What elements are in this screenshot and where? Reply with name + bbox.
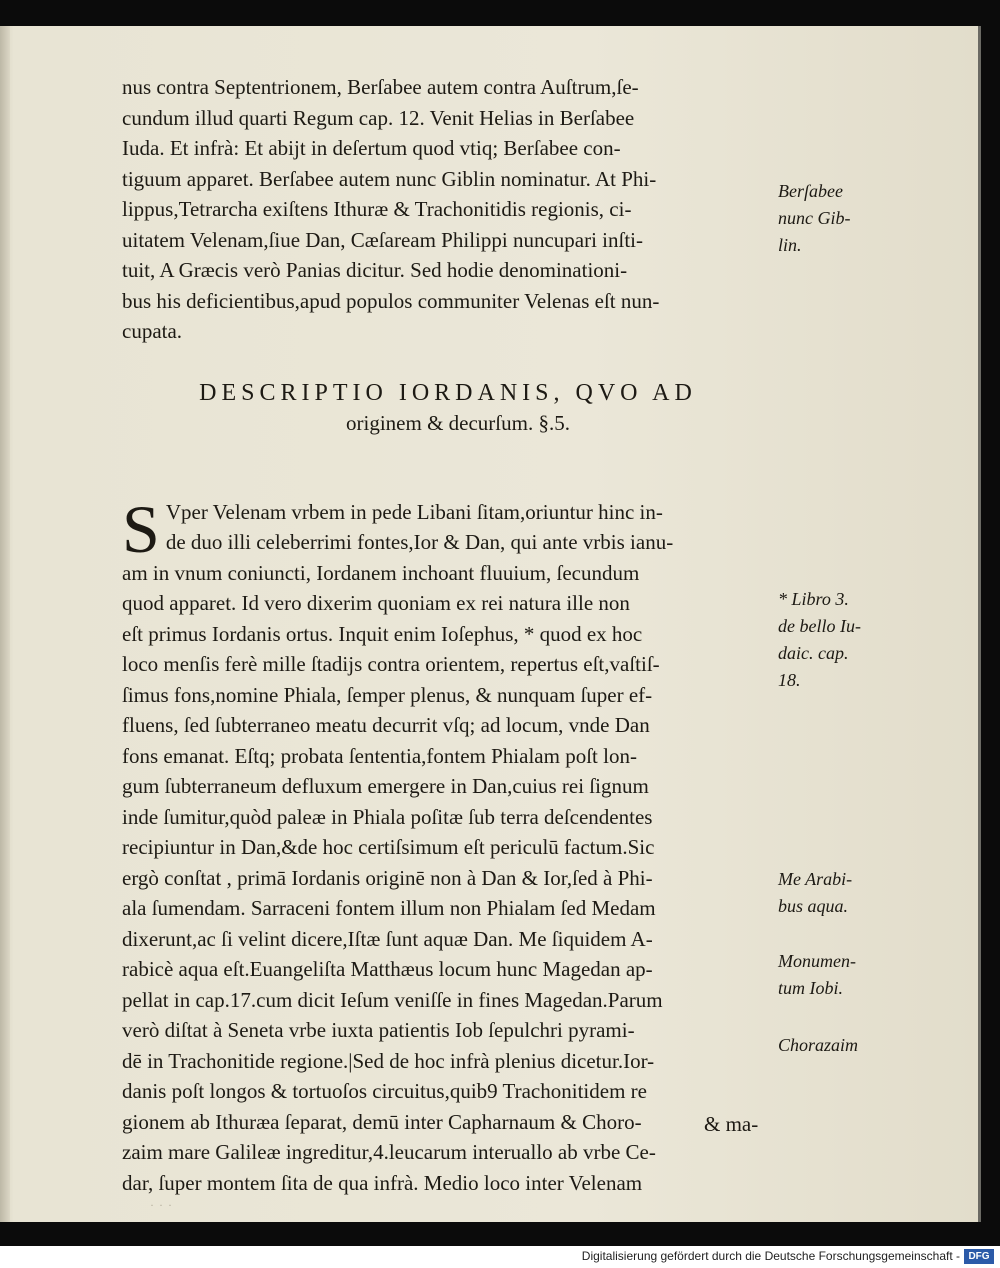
footer-bar <box>0 1246 1000 1268</box>
heading-line-2: originem & decurſum. §.5. <box>346 411 570 435</box>
paragraph-main-text: Vper Velenam vrbem in pede Libani ſitam,oriuntur hinc in- de duo illi celeberrimi fontes,Ior & Dan, qui ante vrbis ianu- am in vnum coniuncti, Iordanem inchoant fluuium, ſecundum quod apparet. Id vero dixerim quoniam ex rei natura ille non eſt primus Iordanis ortus. Inquit enim Ioſephus, * quod ex hoc loco menſis ferè mille ſtadijs contra orientem, repertus eſt,vaſtiſ- ſimus fons,nomine Phiala, ſemper plenus, & nunquam ſuper ef- fluens, ſed ſubterraneo meatu decurrit vſq; ad locum, vnde Dan fons emanat. Eſtq; probata ſententia,fontem Phialam poſt lon- gum ſubterraneum defluxum emergere in Dan,cuius rei ſignum inde ſumitur,quòd paleæ in Phiala poſitæ ſub terra deſcendentes recipiuntur in Dan,&de hoc certiſsimum eſt periculū factum.Sic ergò conſtat , primā Iordanis originē non à Dan & Ior,ſed à Phi- ala ſumendam. Sarraceni fontem illum non Phialam ſed Medam dixerunt,ac ſi velint dicere,Iſtæ ſunt aquæ Dan. Me ſiquidem A- rabicè aqua eſt.Euangeliſta Matthæus locum hunc Magedan ap- pellat in cap.17.cum dicit Ieſum veniſſe in fines Magedan.Parum verò diſtat à Seneta vrbe iuxta patientis Iob ſepulchri pyrami- dē in Trachonitide regione.|Sed de hoc infrà plenius dicetur.Ior- danis poſt longos & tortuoſos circuitus,quib9 Trachonitidem re gionem ab Ithuræa ſeparat, demū inter Capharnaum & Choro- zaim mare Galileæ ingreditur,4.leucarum interuallo ab vrbe Ce- dar, ſuper montem ſita de qua infrà. Medio loco inter Velenam <box>122 499 674 1195</box>
binding-edge <box>0 26 10 1222</box>
paper-smudge: · · · <box>150 1198 173 1212</box>
heading-line-1: DESCRIPTIO IORDANIS, QVO AD <box>199 380 697 406</box>
paragraph-main <box>122 466 782 1198</box>
margin-note-me-arabibus: Me Arabi- bus aqua. <box>778 869 853 916</box>
section-heading <box>128 378 768 438</box>
drop-capital: S <box>122 490 160 567</box>
footer-credit: Digitalisierung gefördert durch die Deutsche Forschungsgemeinschaft - <box>581 1249 960 1263</box>
book-page <box>0 26 981 1222</box>
dfg-logo[interactable]: DFG <box>964 1249 994 1264</box>
margin-note-monumentum: Monumen- tum Iobi. <box>778 951 856 998</box>
margin-note-bersabee: Berſabee nunc Gib- lin. <box>778 181 851 255</box>
margin-note-chorazaim: Chorazaim <box>778 1035 859 1055</box>
paragraph-continued: nus contra Septentrionem, Berſabee autem contra Auſtrum,ſe- cundum illud quarti Regum cap. 12. Venit Helias in Berſabee Iuda. Et infrà: Et abijt in deſertum quod vtiq; Berſabee con- tiguum apparet. Berſabee autem nunc Giblin nominatur. At Phi- lippus,Tetrarcha exiſtens Ithuræ & Trachonitidis regionis, ci- uitatem Velenam,ſiue Dan, Cæſaream Philippi nuncupari inſti- tuit, A Græcis verò Panias dicitur. Sed hodie denominationi- bus his deficientibus,apud populos communiter Velenas eſt nun- cupata. <box>122 75 660 343</box>
margin-note-libro: * Libro 3. de bello Iu- daic. cap. 18. <box>778 589 861 690</box>
catchword: & ma- <box>704 1112 759 1136</box>
